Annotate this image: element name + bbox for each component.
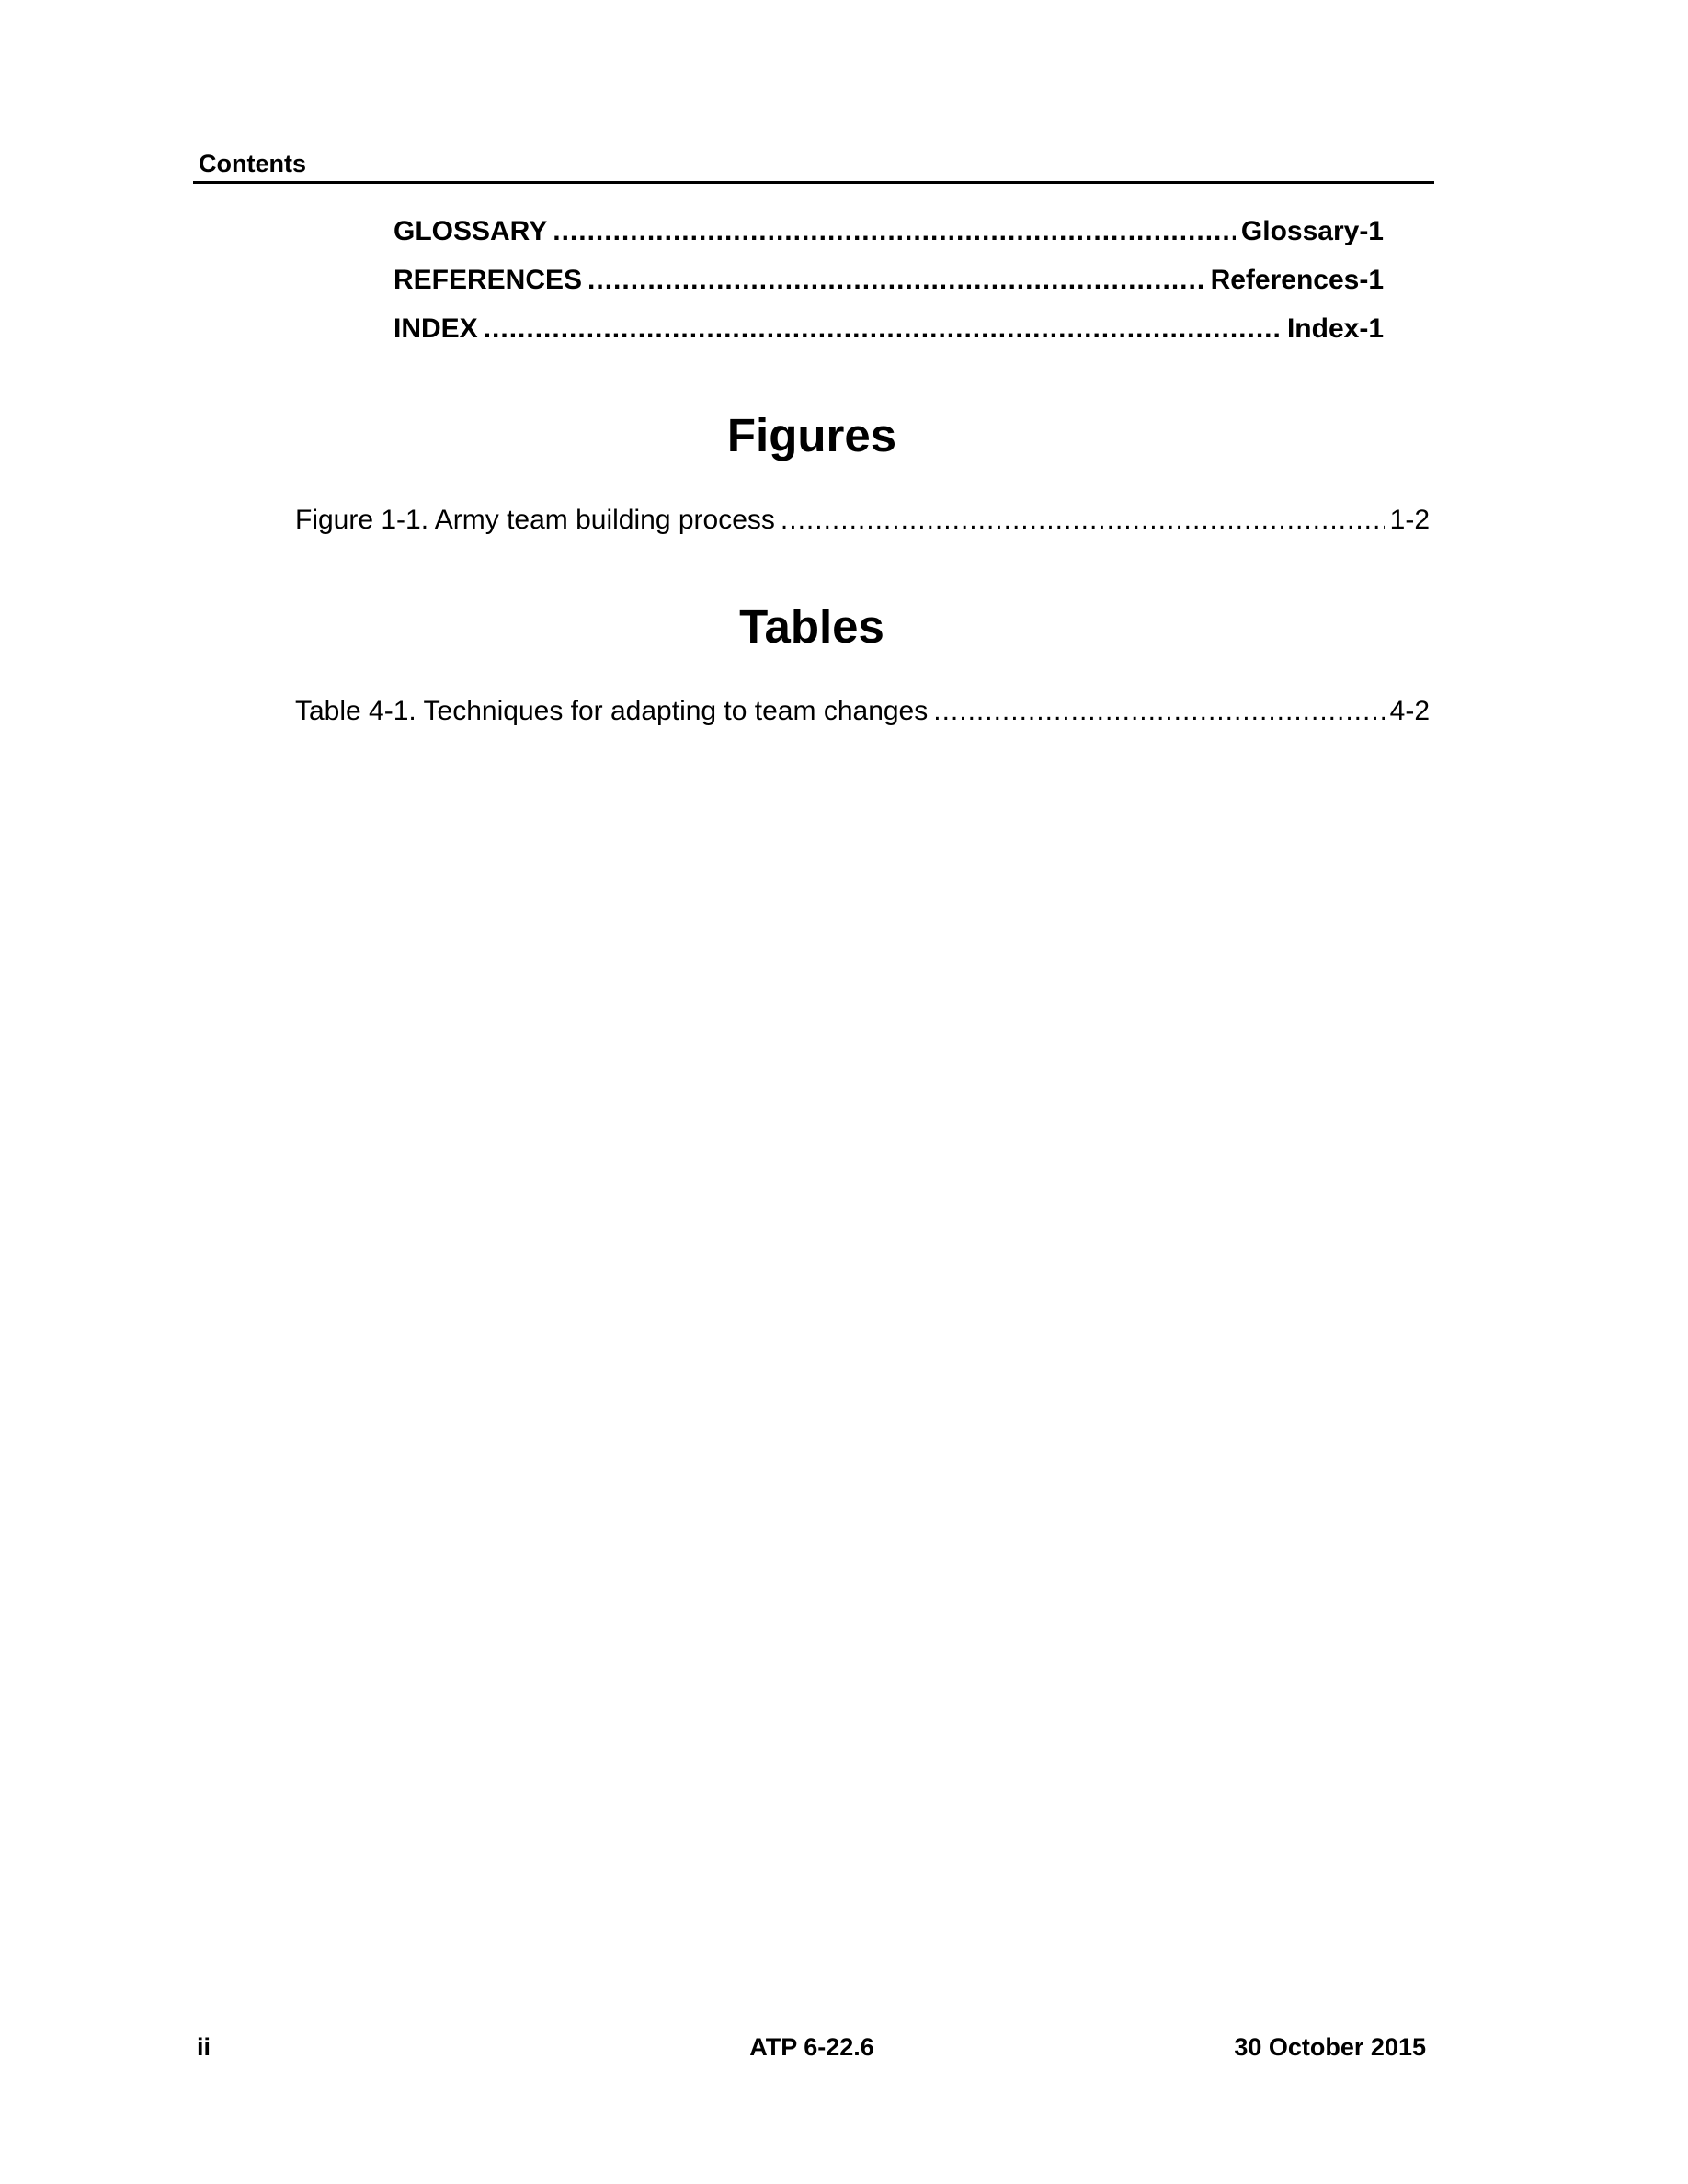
figures-list — [295, 500, 1430, 540]
table-entry[interactable] — [295, 691, 1430, 732]
tables-heading: Tables — [739, 600, 884, 653]
figures-heading: Figures — [726, 409, 897, 461]
figure-entry-page: 1-2 — [1389, 505, 1430, 535]
toc-entry-glossary[interactable] — [393, 211, 1384, 260]
dot-leader — [553, 211, 1236, 252]
toc-entry-page: Glossary-1 — [1240, 216, 1384, 246]
page-header — [193, 149, 1434, 184]
page-header-title: Contents — [199, 150, 306, 177]
toc-entry-label: INDEX — [393, 313, 478, 344]
toc-entry-label: REFERENCES — [393, 265, 583, 295]
dot-leader — [587, 260, 1205, 301]
toc-entry-page: References-1 — [1210, 265, 1384, 295]
figure-entry[interactable] — [295, 500, 1430, 540]
toc-entry-page: Index-1 — [1286, 313, 1384, 344]
toc-list — [393, 211, 1384, 358]
dot-leader — [781, 500, 1385, 540]
toc-entry-index[interactable] — [393, 309, 1384, 358]
figure-entry-label: Figure 1-1. Army team building process — [295, 505, 775, 535]
footer-page-number: ii — [197, 2033, 211, 2061]
footer-publication: ATP 6-22.6 — [749, 2033, 874, 2061]
dot-leader — [933, 691, 1384, 732]
table-entry-label: Table 4-1. Techniques for adapting to team changes — [295, 696, 929, 726]
toc-entry-references[interactable] — [393, 260, 1384, 309]
tables-list — [295, 691, 1430, 732]
table-entry-page: 4-2 — [1389, 696, 1430, 726]
toc-entry-label: GLOSSARY — [393, 216, 548, 246]
footer-date: 30 October 2015 — [1234, 2033, 1426, 2061]
dot-leader — [484, 309, 1282, 349]
